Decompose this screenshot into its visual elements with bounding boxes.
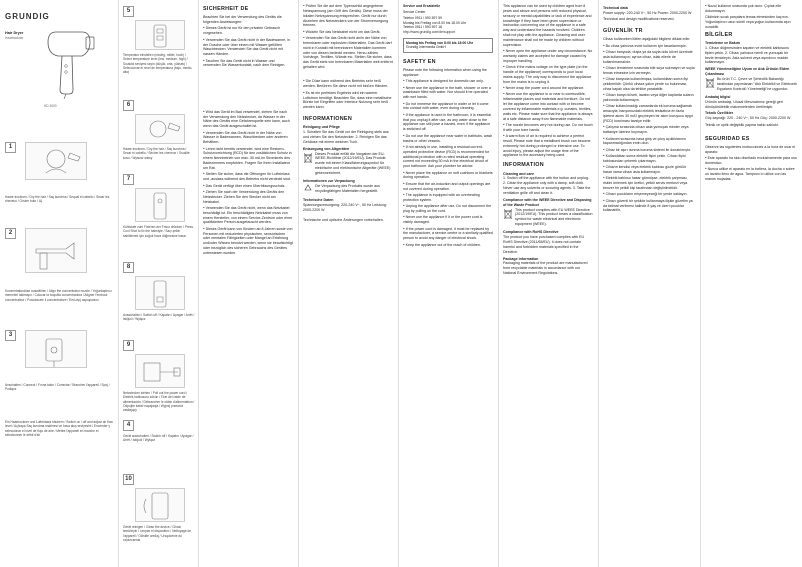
en-p1: ● This appliance is designed for domestic use only.	[403, 79, 493, 84]
tr-safety-column	[598, 0, 700, 567]
es-p1: ● Este aparato ha sido diseñado exclusivamente para uso doméstico.	[705, 156, 797, 166]
step-2-illustration	[25, 228, 87, 273]
en-p3: ● Do not immerse the appliance in water or let it come into contact with water, even during cleaning.	[403, 102, 493, 112]
step-7-illustration	[135, 188, 185, 222]
en-p6: ● If not already in use, installing a residual current-operated protective device (RCD) is recommended for additional protection with a rated residual operating current not exceeding 30 mA in the electrical circuit of your bathroom. Ask your plumber for advice.	[403, 145, 493, 169]
tr-weee-text: Bu ürün T.C. Çevre ve Şehircilik Bakanlığı tarafından yayımlanan "Atık Elektrikli ve Elektronik Eşyaların Kontrolü Yönetmeliği"ne uygundur.	[717, 76, 797, 91]
de-p11: ● Das Gerät verfügt über einen Überhitzungsschutz.	[203, 184, 293, 189]
en-p13: ● Keep the appliance out of the reach of children.	[403, 243, 493, 248]
tr-p13: ● Cihazı çocukların erişemeyeceği bir yerde saklayın.	[603, 192, 695, 197]
tr-teknik: Teknik Özellikler	[705, 111, 734, 116]
es-intro: Observe las siguientes instrucciones a la hora de usar el aparato:	[705, 144, 796, 154]
service-contact-box	[403, 4, 493, 53]
contact-hours-box	[403, 38, 493, 53]
tr-intro: Cihazı kullanırken lütfen aşağıdaki bilgilere dikkat edin:	[603, 37, 691, 42]
es-p2: ● Nunca utilice el aparato en la bañera, la ducha o sobre un lavabo lleno de agua. Tampoco lo utilice con las manos mojadas.	[705, 167, 797, 182]
step-number-2: 2	[5, 228, 16, 239]
brand-logo: GRUNDIG	[5, 12, 50, 21]
cover-column	[0, 0, 118, 567]
de-verpackung: Informationen zur Verpackung	[303, 179, 355, 184]
tr-p9: ● Cihaz bir aşırı ısınma koruma sistemi ile donatılmıştır.	[603, 148, 695, 153]
tr-p15: ● Nozul kullanım sırasında çok ısınır. Çıplak elle dokunmayın.	[705, 4, 797, 14]
step-4-label: Gerät ausschalten / Switch off / Kapatın / Apagar / Arrêt / Isključi / Wyłącz	[123, 434, 194, 443]
step-1-label: Haare trocknen / Dry the hair / Saç kurutma / Sequal el cabello / Secar les cheveux / Ovuter buto / Щ	[5, 195, 110, 204]
step-number-3: 3	[5, 330, 16, 341]
step-number-4: 4	[123, 420, 134, 431]
en-heading: SAFETY EN	[403, 58, 436, 65]
step-8-illustration	[135, 276, 185, 310]
illustration-column	[118, 0, 198, 567]
step-number-9: 9	[123, 340, 134, 351]
de-p15: ● Die Düse kann während des Betriebs sehr heiß werden. Berühren Sie diese nicht mit bloßen Händen.	[303, 79, 393, 89]
weee-bin-icon	[303, 152, 313, 178]
tr-weee: WEEE Yönetmeliğine Uyum ve Atık Ürünün Elden Çıkarılması	[705, 67, 790, 77]
step-number-7: 7	[123, 174, 134, 185]
tr-p11: ● Cihazın kendisi veya elektrik kablosu gözle görülür hasar varsa cihazı asla kullanmayın.	[603, 165, 695, 175]
en-tech-footer: Technical and design modifications reserved.	[603, 17, 675, 22]
en-p8: ● Ensure that the air-induction and output openings are not covered during operation.	[403, 182, 493, 192]
step-1-illustration	[25, 142, 87, 180]
en-p4: ● If the appliance is used in the bathroom, it is essential that you unplug it after use, as any water close to the appliance can still pose a hazard, even if the appliance is switched off.	[403, 113, 493, 132]
step-10-label: Gerät reinigen / Clean the device / Cihazı temizleyin / Limpiar el dispositivo / Nettoyage de l'appareil / Očistite uređaj / Urządzenie do czyszczenia	[123, 525, 192, 542]
step-number-10: 10	[123, 474, 134, 485]
en-p20: ● A warm flow of air is required to achieve a perfect result. Please note that a metallised brush can become extremely hot during prolonged or intensive use. To avoid injury, please adjust the usage time of the appliance to the accessory being used.	[503, 134, 593, 158]
de-heading: SICHERHEIT DE	[203, 6, 249, 12]
step-6-illustration	[135, 114, 185, 144]
tr-p14: ● Cihazı güvenli bir şekilde kullanmaya ilişkin gözetim ya da talimat verilmesi halinde 8 yaş ve üzeri çocuklar kullanabilir.	[603, 199, 695, 214]
step-7-label: Kühlstufe zum Fixieren der Frisur drücken / Press Cool Shot to fix the hairstyle / Saçı şekle sabitlemek için soğuk hava düğmesine basın	[123, 225, 193, 238]
tr-p5: ● Cihazı banyo küveti, lavabo veya diğer kaplarda suların yakınında kullanmayın.	[603, 93, 695, 103]
en-info-heading: INFORMATION	[503, 162, 544, 169]
product-name-sub: Haartrockner	[5, 35, 24, 40]
contact-line2: Montag bis Freitag von 8.00 bis 18.00 Uhr	[403, 20, 467, 25]
blower-instructions: Ein Haartrockner und Lufteinlass säubern / Switch on / off and adjust air flow level / Aç/kapa Saç kurutma makinesi ve hava akış seviyesini / Encender y seleccionar el nivel de flujo de aire / Mettre l'appareil en marche et sélectionner le débit d'air	[5, 420, 113, 437]
en-package-text: Packaging materials of the product are manufactured from recyclable materials in accordance with our National Environment Regulations.	[503, 261, 588, 276]
de-info-column	[298, 0, 398, 567]
tr-teknik-footer: Teknik ve optik değişiklik yapma hakkı saklıdır.	[705, 122, 779, 127]
hair-dryer-illustration	[38, 22, 98, 100]
contact-phone1: Telefon 0911 / 590 597 59	[403, 16, 442, 21]
tr-p7: ● Çalışma sırasında cihazı asla yumuşak minder veya battaniye üzerine koymayın.	[603, 125, 695, 135]
tr-p2: ● Cihazı banyoda, duşta ya da suyla dolu küvet üzerinde asla kullanmayın; ayrıca cihaz, ıslak ellerle de kullanılmamalıdır.	[603, 50, 695, 65]
de-entsorgung: Entsorgung von Altgeräten	[303, 146, 350, 151]
en-weee: Compliance with the WEEE Directive and Disposing of the Waste Product	[503, 197, 592, 207]
en-safety-column	[398, 0, 498, 567]
contact-address: Grundig Intermedia GmbH	[406, 45, 446, 50]
de-footer: Technische und optische Änderungen vorbehalten.	[303, 218, 384, 223]
es-heading: SEGURIDAD ES	[705, 135, 750, 142]
step-number-5: 5	[123, 6, 134, 17]
contact-web[interactable]: http://www.grundig.com/de/support	[403, 29, 456, 34]
de-p12: ● Ziehen Sie nach der Verwendung des Geräts den Netzstecker. Ziehen Sie den Stecker nicht am Netzkabel.	[203, 190, 293, 205]
de-info-heading: INFORMATIONEN	[303, 116, 353, 123]
step-6-label: Haare trocknen / Dry the hair / Saç kurutma / Secar el cabello / Sécher les cheveux / Osušite kosu / Wysusz włosy	[123, 147, 190, 160]
step-8-label: Ausschalten / Switch off / Kapatın / Apagar / Arrêt / Isključi / Wyłącz	[123, 313, 195, 322]
de-verpackung-text: Die Verpackung des Produkts wurde aus recyclingfähigen Materialien hergestellt.	[315, 184, 380, 193]
en-cleaning-text: 1. Switch off the appliance with the button and unplug. 2. Clean the appliance only with a damp, soft cloth. Never use any solvents or scouring agents. 3. Take the ventilation grille off and clean it.	[503, 176, 591, 195]
weee-bin-icon-tr	[705, 77, 715, 93]
tr-p10: ● Kullandıktan sonra elektrik fişini çekin. Cihazı fişini kablosundan çekerek çıkarmayın.	[603, 154, 695, 164]
en-p2: ● Never use the appliance in the bath, shower or over a washbasin filled with water. Nor should it be operated with wet hands.	[403, 86, 493, 101]
product-model: HD 3000	[44, 104, 57, 108]
de-p4: ● Prüfen Sie die auf dem Typenschild angegebene Netzspannung (am Griff des Geräts). Diese muss der lokalen Netzspannung entsprechen. Gerät nur durch Abziehen des Netzsteckers von der Stromversorgung trennen.	[303, 4, 393, 28]
en-cleaning: Cleaning and care	[503, 171, 534, 176]
de-p3: ● Tauchen Sie das Gerät nicht in Wasser und verwenden Sie Wasserkontakt, nach dem Reinigen.	[203, 59, 293, 69]
en-package: Package information	[503, 256, 539, 261]
en-p11: ● Never use the appliance if it or the power cord is visibly damaged.	[403, 215, 493, 225]
en-p10: ● Unplug the appliance after use. Do not disconnect the plug by pulling on the cord.	[403, 204, 493, 214]
de-p14: ● Dieses Gerät kann von Kindern ab 8 Jahren sowie von Personen mit reduzierten physischen, sensorischen oder mentalen Fähigkeiten oder Mangel an Erfahrung und/oder Wissen benutzt werden, wenn sie beaufsichtigt oder bezüglich des sicheren Gebrauchs des Gerätes unterwiesen wurden.	[203, 227, 293, 256]
en-p7: ● Never place the appliance on soft cushions or blankets during operation.	[403, 171, 493, 181]
en-tech-text: Power supply: 220-240 V~, 50 Hz Power: 2000-2200 W	[603, 10, 692, 15]
de-technische-text: Spannungsversorgung: 220-240 V~, 50 Hz Leistung: 2000-2200 W	[303, 202, 387, 212]
en-intro: Please note the following information when using the appliance:	[403, 68, 487, 77]
step-3-label: Anschalten / Connect / Fırına takın / Conectar / Brancher l'appareil / Spoj / Podłącz	[5, 383, 110, 392]
tr-es-column	[700, 0, 802, 567]
tr-p3: ● Cihazı temizleme sırasında bile suya sokmayın ve suyla temas etmesine izin vermeyin.	[603, 66, 695, 76]
step-number-1: 1	[5, 142, 16, 153]
de-p2: ● Verwenden Sie das Gerät nicht in der Badewanne, in der Dusche oder über einem mit Wasser gefüllten Waschbecken. Verwenden Sie das Gerät nicht mit nassen Händen.	[203, 38, 293, 57]
tr-ambalaj-text: Ürünün ambalajı, Ulusal Mevzuatımız gereği geri dönüştürülebilir malzemelerden üretilmiştir.	[705, 99, 783, 109]
de-reinigung-text: 1. Schalten Sie das Gerät vor der Reinigung stets aus und ziehen Sie den Netzstecker. 2. Reinigen Sie das Gehäuse mit einem weichen Tuch.	[303, 130, 389, 144]
step-3-illustration	[25, 330, 87, 368]
tr-teknik-text: Güç kaynağı: 220 - 240 V~, 50 Hz Güç: 2000-2200 W	[705, 116, 791, 121]
step-9-label: Netzstecker ziehen / Pull out the power cord / Elektrik kablosunu sökün / Tirar del cable de alimentación / Débrancher le câble d'alimentation / Odpojite kabel napajanja / Wyjmij przewód zasilający	[123, 391, 195, 413]
de-p13: ● Verwenden Sie das Gerät nicht, wenn das Netzkabel beschädigt ist. Ein beschädigtes Netzkabel muss von einem Hersteller, von einem Service-Zentrum oder einer qualifizierten Person ausgetauscht werden.	[203, 206, 293, 225]
de-p7: ● Wird das Gerät im Bad verwendet, ziehen Sie nach der Verwendung den Netzstecker, da Wasser in der Nähe des Geräts eine Gefahrenquelle sein kann, auch wenn das Gerät ausgeschaltet ist.	[203, 110, 293, 129]
de-p6: ● Verwenden Sie das Gerät nicht an/in der Nähe von brennbaren oder explosiven Materialien. Das Gerät darf nicht in Kontakt mit brennbaren Materialien kommen oder von diesen bedeckt werden. Herzu zählen Vorhänge, Textilien, Wände etc. Stellen Sie sicher, dass das Gerät stets von brennbaren Materialien weit entfernt gehalten wird.	[303, 36, 393, 70]
en-p9: ● The appliance is equipped with an overheating protection system.	[403, 193, 493, 203]
tr-p6: ● Cihaz kullanılmadığı zamanlarda ek koruma sağlamak amacıyla, banyonuzdaki elektrik tesisatına en fazla işletme akımı 30 mA'i geçmeyen bir akım koruyucu aygıt (RCD) kurulması tavsiye edilir.	[603, 104, 695, 123]
de-intro: Beachten Sie bei der Verwendung des Geräts die folgenden Anweisungen:	[203, 15, 282, 25]
de-safety-column	[198, 0, 298, 567]
en-p16: ● Check if the mains voltage on the type plate (on the handle of the appliance) corresponds to your local mains supply. The only way to disconnect the appliance from the mains is to unplug it.	[503, 65, 593, 84]
de-p9: ● Lehnt nicht bereits verwendet, wird eine Restorm-Schutzvorrichtung (RCD) für den zusätzlichen Schutz in einem Nennbetrieb von max. 30 mA im Stromkreis des Badezimmers empfohlen. Fragen Sie Ihren Installateur um Rat.	[203, 147, 293, 171]
tr-heading: GÜVENLİK TR	[603, 28, 643, 35]
de-reinigung: Reinigung und Pflege	[303, 125, 340, 130]
de-technische: Technische Daten	[303, 197, 334, 202]
de-p1: ● Dieses Gerät ist nur für den privaten Gebrauch vorgesehen.	[203, 26, 293, 36]
de-p5: ● Wickeln Sie das Netzkabel nicht um das Gerät.	[303, 30, 393, 35]
de-p16: ● Es ist ein perfektes Ergebnis wird ein warmer Luftstrom benötigt. Beachten Sie, dass eine metallische Bürste bei Eingriffen oder Interieur Nutzung sehr heiß werden kann.	[303, 91, 393, 110]
step-2-label: Konzentratordüse auswählen / Align the concentrator nozzle / Yoğunlaştırıcı memeleri takmayın / Colocar la boquilla concentradora / Aligner l'embout concentrateur / Posizionare il concentratore / Επιλογή ακροφυσίου	[5, 289, 112, 302]
tr-p4: ● Cihaz banyoda kullanılmışsa, kullandıktan sonra fişi çekilmelidir. Çünkü cihaza yakın yerde su bulunması, cihaz kapalı olsa da tehlike yaratabilir.	[603, 77, 695, 92]
tr-temizleme: Temizleme ve Bakım	[705, 41, 740, 46]
en-p15: ● Never open the appliance under any circumstance. No warranty claims are accepted for damage caused by improper handling.	[503, 49, 593, 64]
step-number-8: 8	[123, 262, 134, 273]
de-p8: ● Verwenden Sie das Gerät nicht in der Nähe von Wasser in Badewannen, Waschbecken oder anderen Behältern.	[203, 131, 293, 146]
en-p17: ● Never wrap the power cord around the appliance.	[503, 86, 593, 91]
step-10-illustration	[135, 488, 185, 522]
tr-p8: ● Kullanım sırasında hava giriş ve çıkış açıklıklarının kapanmadığından emin olun.	[603, 137, 695, 147]
product-name: Hair Dryer	[5, 30, 24, 35]
en-tech: Technical data	[603, 6, 628, 10]
contact-line1: Service Center	[403, 10, 426, 15]
en-eee-text: The product you have purchased complies with EU RoHS Directive (2011/65/EU). It does not contain harmful and forbidden materials specified in the Directive.	[503, 235, 585, 254]
en-weee-text: This product complies with EU WEEE Directive (2012/19/EU). This product bears a classification symbol for waste electrical and electronic equipment (WEEE).	[515, 207, 593, 227]
en-info-column	[498, 0, 598, 567]
en-eee: Compliance with RoHS Directive	[503, 230, 559, 235]
tr-temizleme-text: 1. Cihazı düğmesinden kapatın ve elektrik kablosunu fişten çekin. 2. Cihazı yalnızca nemli ve yumuşak bir bezle temizleyin. Asla solvent veya aşındırıcı madde kullanmayın.	[705, 45, 790, 65]
contact-hours: Montag bis Freitag von 8:00 bis 18:00 Uhr	[406, 40, 474, 45]
tr-p12: ● Elektrik kablosu hasar görmüşse, elektrik çarpması riskini önlemek için üretici, yetkili servis merkezi veya benzer bir yetkili kişi tarafından değiştirilmelidir.	[603, 176, 695, 191]
de-p10: ● Stellen Sie sicher, dass die Öffnungen für Lufteinlass und -auslass während des Betriebs nicht verdeckt sind.	[203, 172, 293, 182]
contact-phone2: Telefon 0911 / 590 597 18	[403, 25, 442, 30]
tr-info-heading: BİLGİLER	[705, 31, 733, 38]
tr-ambalaj: Ambalaj bilgisi	[705, 94, 731, 99]
en-p12: ● If the power cord is damaged, it must be replaced by the manufacturer, a service centre or a similarly qualified person to avoid any danger of electrical shock.	[403, 227, 493, 242]
en-p14: This appliance can be used by children aged from 8 years and above and persons with reduced physical, sensory or mental capabilities or lack of experience and knowledge if they have been given supervision or instruction concerning use of the appliance in a safe way and understand the hazards involved. Children shall not play with the appliance. Cleaning and user maintenance shall not be made by children without supervision.	[503, 4, 592, 47]
step-5-illustration	[135, 20, 185, 50]
weee-bin-icon-en	[503, 208, 513, 229]
tr-p16: Cildinizin sıcak parçalara temas etmesinden kaçının. Yoğunlaştırıcı uzun süreli veya yoğun kullanımda aşırı ısınabilir.	[705, 15, 791, 29]
tr-p1: ● Bu cihaz yalnızca evde kullanım için tasarlanmıştır.	[603, 44, 695, 49]
step-5-label: Temperatur einstellen (niedrig, mittel, hoch) / Select temperature level (low, medium, high) / Sıcaklık seviyesi seçin (düşük, orta, yüksek) / Seleccionar el nivel de temperatura (bajo, medio, alto)	[123, 53, 193, 75]
en-p5: ● Do not use the appliance near water in bathtubs, wash basins or other vessels.	[403, 134, 493, 144]
en-p19: ● The nozzle becomes very hot during use. Do not touch it with your bare hands.	[503, 123, 593, 133]
step-number-6: 6	[123, 100, 134, 111]
de-entsorgung-text: Dieses Produkt erfüllt die Vorgaben der EU-WEEE-Richtlinie (2012/19/EU). Das Produkt wurde mit einem Klassifizierungssymbol für elektrische und elektronische Altgeräte (WEEE) gekennzeichnet.	[315, 151, 391, 175]
contact-intro: Service und Ersatzteile	[403, 4, 441, 8]
en-p18: ● Never use the appliance in or near to combustible, inflammable places and materials and furniture. Do not let the appliance come into contact with or become covered by inflammable materials e.g. curtains, textiles, walls etc. Please make sure that the appliance is always at a safe distance away from flammable materials.	[503, 92, 593, 121]
recycle-icon	[303, 184, 313, 196]
step-9-illustration	[135, 354, 185, 388]
